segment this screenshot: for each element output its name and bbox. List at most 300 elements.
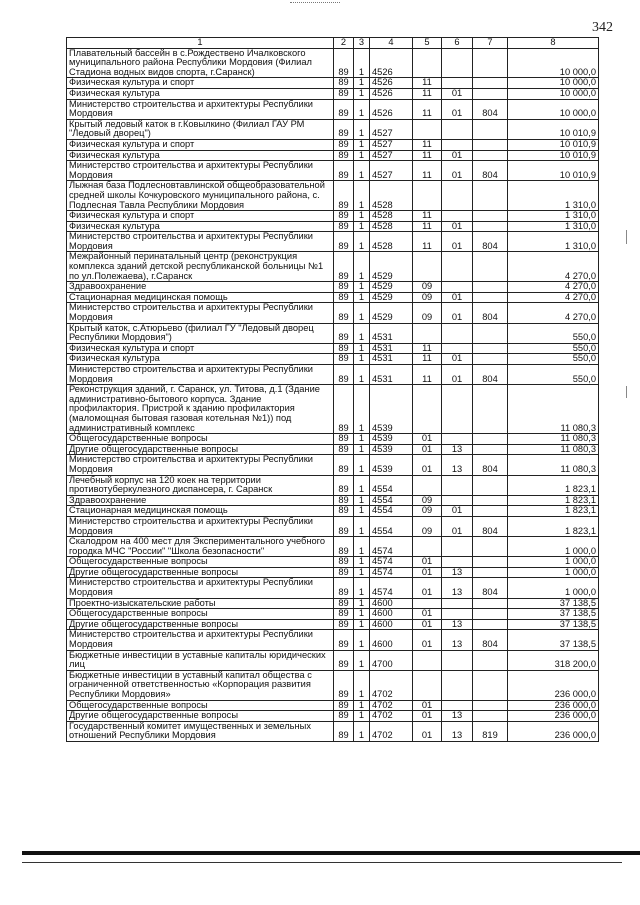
table-row [67, 557, 599, 568]
code-main-admin: 89 [334, 650, 354, 670]
code-subsection [442, 557, 473, 568]
code-subsection [442, 211, 473, 222]
row-amount: 1 823,1 [508, 516, 599, 536]
code-section: 01 [413, 630, 442, 650]
table-row [67, 119, 599, 139]
code-flag: 1 [354, 598, 370, 609]
code-main-admin: 89 [334, 598, 354, 609]
row-amount: 4 270,0 [508, 303, 599, 323]
code-flag: 1 [354, 252, 370, 282]
row-amount: 11 080,3 [508, 455, 599, 475]
code-expense-type [473, 475, 508, 495]
code-main-admin: 89 [334, 495, 354, 506]
code-section [413, 670, 442, 700]
code-subsection [442, 181, 473, 211]
code-section: 11 [413, 150, 442, 161]
table-row [67, 161, 599, 181]
code-subsection: 01 [442, 221, 473, 232]
column-header: 8 [508, 38, 599, 49]
code-flag: 1 [354, 516, 370, 536]
row-name: Другие общегосударственные вопросы [67, 567, 334, 578]
code-flag: 1 [354, 444, 370, 455]
row-amount: 37 138,5 [508, 598, 599, 609]
table-row [67, 78, 599, 89]
code-subsection [442, 78, 473, 89]
code-expense-type: 804 [473, 303, 508, 323]
row-name: Общегосударственные вопросы [67, 700, 334, 711]
code-flag: 1 [354, 619, 370, 630]
column-header: 3 [354, 38, 370, 49]
row-amount: 37 138,5 [508, 630, 599, 650]
code-section: 11 [413, 221, 442, 232]
code-flag: 1 [354, 232, 370, 252]
code-section: 09 [413, 303, 442, 323]
code-section [413, 181, 442, 211]
code-expense-type [473, 354, 508, 365]
code-target: 4539 [370, 385, 413, 434]
code-main-admin: 89 [334, 78, 354, 89]
code-section [413, 650, 442, 670]
row-name: Здравоохранение [67, 282, 334, 293]
code-subsection: 01 [442, 161, 473, 181]
table-row [67, 88, 599, 99]
table-row [67, 434, 599, 445]
row-name: Здравоохранение [67, 495, 334, 506]
code-flag: 1 [354, 282, 370, 293]
code-flag: 1 [354, 630, 370, 650]
code-main-admin: 89 [334, 506, 354, 517]
table-row [67, 475, 599, 495]
code-section: 09 [413, 282, 442, 293]
code-target: 4531 [370, 323, 413, 343]
row-name: Крытый каток, с.Атюрьево (филиал ГУ "Ледовый дворец Республики Мордовия") [67, 323, 334, 343]
code-target: 4554 [370, 516, 413, 536]
code-target: 4527 [370, 139, 413, 150]
row-amount: 550,0 [508, 343, 599, 354]
code-expense-type: 804 [473, 365, 508, 385]
code-section: 01 [413, 619, 442, 630]
code-expense-type [473, 139, 508, 150]
code-section: 11 [413, 365, 442, 385]
row-amount: 10 000,0 [508, 88, 599, 99]
code-target: 4526 [370, 78, 413, 89]
code-expense-type: 804 [473, 232, 508, 252]
row-amount: 11 080,3 [508, 385, 599, 434]
code-section: 01 [413, 444, 442, 455]
code-expense-type [473, 211, 508, 222]
code-section [413, 475, 442, 495]
code-main-admin: 89 [334, 630, 354, 650]
row-amount: 11 080,3 [508, 444, 599, 455]
code-subsection: 13 [442, 455, 473, 475]
code-section: 09 [413, 495, 442, 506]
code-flag: 1 [354, 650, 370, 670]
code-section: 11 [413, 232, 442, 252]
row-name: Министерство строительства и архитектуры Республики Мордовия [67, 303, 334, 323]
code-main-admin: 89 [334, 343, 354, 354]
table-row [67, 444, 599, 455]
table-row [67, 650, 599, 670]
column-header: 2 [334, 38, 354, 49]
row-name: Другие общегосударственные вопросы [67, 444, 334, 455]
code-main-admin: 89 [334, 609, 354, 620]
code-target: 4527 [370, 119, 413, 139]
code-section: 01 [413, 721, 442, 741]
table-row [67, 323, 599, 343]
code-subsection [442, 48, 473, 78]
code-expense-type: 804 [473, 578, 508, 598]
code-main-admin: 89 [334, 365, 354, 385]
code-flag: 1 [354, 537, 370, 557]
code-target: 4529 [370, 252, 413, 282]
row-amount: 236 000,0 [508, 670, 599, 700]
row-amount: 1 310,0 [508, 211, 599, 222]
table-row [67, 670, 599, 700]
code-section: 09 [413, 516, 442, 536]
code-section: 01 [413, 434, 442, 445]
code-flag: 1 [354, 323, 370, 343]
code-section: 01 [413, 700, 442, 711]
code-flag: 1 [354, 78, 370, 89]
code-flag: 1 [354, 385, 370, 434]
code-expense-type [473, 567, 508, 578]
code-expense-type [473, 495, 508, 506]
table-row [67, 598, 599, 609]
code-expense-type [473, 181, 508, 211]
code-subsection [442, 119, 473, 139]
code-target: 4554 [370, 506, 413, 517]
code-section: 11 [413, 343, 442, 354]
code-flag: 1 [354, 48, 370, 78]
row-amount: 1 000,0 [508, 557, 599, 568]
code-section: 01 [413, 557, 442, 568]
code-main-admin: 89 [334, 354, 354, 365]
code-flag: 1 [354, 365, 370, 385]
code-subsection: 13 [442, 567, 473, 578]
code-expense-type [473, 150, 508, 161]
code-expense-type [473, 711, 508, 722]
code-subsection [442, 252, 473, 282]
code-flag: 1 [354, 150, 370, 161]
column-header: 6 [442, 38, 473, 49]
code-section: 11 [413, 354, 442, 365]
code-subsection [442, 343, 473, 354]
code-target: 4702 [370, 670, 413, 700]
code-main-admin: 89 [334, 282, 354, 293]
code-flag: 1 [354, 455, 370, 475]
row-name: Физическая культура и спорт [67, 343, 334, 354]
row-amount: 4 270,0 [508, 282, 599, 293]
code-main-admin: 89 [334, 700, 354, 711]
code-expense-type: 804 [473, 516, 508, 536]
row-amount: 236 000,0 [508, 700, 599, 711]
code-section: 01 [413, 711, 442, 722]
code-main-admin: 89 [334, 99, 354, 119]
row-name: Стационарная медицинская помощь [67, 292, 334, 303]
code-target: 4700 [370, 650, 413, 670]
code-target: 4529 [370, 303, 413, 323]
code-main-admin: 89 [334, 619, 354, 630]
code-expense-type [473, 252, 508, 282]
code-main-admin: 89 [334, 48, 354, 78]
row-amount: 318 200,0 [508, 650, 599, 670]
row-amount: 4 270,0 [508, 292, 599, 303]
table-row [67, 455, 599, 475]
table-row [67, 99, 599, 119]
code-subsection: 13 [442, 721, 473, 741]
table-row [67, 516, 599, 536]
code-expense-type [473, 537, 508, 557]
code-target: 4526 [370, 88, 413, 99]
code-subsection: 01 [442, 292, 473, 303]
code-expense-type [473, 670, 508, 700]
code-expense-type: 804 [473, 630, 508, 650]
code-flag: 1 [354, 475, 370, 495]
code-flag: 1 [354, 506, 370, 517]
code-flag: 1 [354, 119, 370, 139]
code-target: 4539 [370, 455, 413, 475]
code-main-admin: 89 [334, 516, 354, 536]
code-subsection [442, 323, 473, 343]
code-subsection [442, 670, 473, 700]
code-subsection: 13 [442, 578, 473, 598]
code-target: 4526 [370, 99, 413, 119]
code-main-admin: 89 [334, 88, 354, 99]
table-row [67, 567, 599, 578]
row-amount: 10 000,0 [508, 48, 599, 78]
column-header: 7 [473, 38, 508, 49]
code-target: 4528 [370, 232, 413, 252]
row-amount: 1 310,0 [508, 221, 599, 232]
code-target: 4574 [370, 578, 413, 598]
code-expense-type [473, 78, 508, 89]
code-main-admin: 89 [334, 161, 354, 181]
row-name: Физическая культура и спорт [67, 139, 334, 150]
code-main-admin: 89 [334, 139, 354, 150]
scan-top-mark [290, 2, 340, 6]
code-flag: 1 [354, 609, 370, 620]
code-subsection: 01 [442, 354, 473, 365]
row-amount: 1 310,0 [508, 232, 599, 252]
code-main-admin: 89 [334, 150, 354, 161]
code-expense-type [473, 444, 508, 455]
code-expense-type [473, 343, 508, 354]
code-target: 4539 [370, 434, 413, 445]
code-target: 4531 [370, 354, 413, 365]
table-row [67, 619, 599, 630]
code-target: 4702 [370, 721, 413, 741]
table-row [67, 578, 599, 598]
code-target: 4528 [370, 221, 413, 232]
code-flag: 1 [354, 211, 370, 222]
table-row [67, 139, 599, 150]
code-target: 4554 [370, 475, 413, 495]
code-subsection: 01 [442, 303, 473, 323]
code-target: 4554 [370, 495, 413, 506]
code-subsection [442, 434, 473, 445]
table-row [67, 537, 599, 557]
code-target: 4528 [370, 181, 413, 211]
row-amount: 1 823,1 [508, 506, 599, 517]
code-expense-type [473, 292, 508, 303]
row-amount: 10 000,0 [508, 99, 599, 119]
code-section: 11 [413, 99, 442, 119]
table-row [67, 609, 599, 620]
table-row [67, 303, 599, 323]
code-subsection [442, 495, 473, 506]
row-name: Проектно-изыскательские работы [67, 598, 334, 609]
code-expense-type [473, 323, 508, 343]
code-main-admin: 89 [334, 434, 354, 445]
row-name: Скалодром на 400 мест для Экспериментального учебного городка МЧС "России" "Школа безопасности" [67, 537, 334, 557]
row-name: Лечебный корпус на 120 коек на территории противотуберкулезного диспансера, г. Саранск [67, 475, 334, 495]
code-expense-type [473, 506, 508, 517]
table-row [67, 48, 599, 78]
code-main-admin: 89 [334, 444, 354, 455]
code-subsection: 13 [442, 619, 473, 630]
code-flag: 1 [354, 292, 370, 303]
table-row [67, 700, 599, 711]
code-main-admin: 89 [334, 385, 354, 434]
code-flag: 1 [354, 578, 370, 598]
row-name: Физическая культура [67, 354, 334, 365]
row-name: Межрайонный перинатальный центр (реконструкция комплекса зданий детской республиканской больницы №1 по ул.Полежаева), г.Саранск [67, 252, 334, 282]
code-target: 4526 [370, 48, 413, 78]
code-subsection [442, 282, 473, 293]
code-subsection: 01 [442, 516, 473, 536]
code-flag: 1 [354, 161, 370, 181]
row-name: Министерство строительства и архитектуры Республики Мордовия [67, 455, 334, 475]
code-subsection [442, 475, 473, 495]
code-section [413, 323, 442, 343]
code-section: 11 [413, 78, 442, 89]
row-name: Общегосударственные вопросы [67, 434, 334, 445]
code-target: 4574 [370, 557, 413, 568]
code-section [413, 252, 442, 282]
code-flag: 1 [354, 711, 370, 722]
column-header: 1 [67, 38, 334, 49]
code-target: 4600 [370, 630, 413, 650]
code-expense-type: 819 [473, 721, 508, 741]
row-amount: 550,0 [508, 365, 599, 385]
code-target: 4531 [370, 365, 413, 385]
code-expense-type [473, 385, 508, 434]
table-row [67, 150, 599, 161]
code-expense-type [473, 557, 508, 568]
table-row [67, 221, 599, 232]
code-section: 11 [413, 139, 442, 150]
code-target: 4528 [370, 211, 413, 222]
code-subsection: 01 [442, 88, 473, 99]
table-row [67, 495, 599, 506]
code-main-admin: 89 [334, 303, 354, 323]
table-row [67, 711, 599, 722]
code-flag: 1 [354, 557, 370, 568]
row-name: Физическая культура [67, 88, 334, 99]
row-name: Министерство строительства и архитектуры Республики Мордовия [67, 365, 334, 385]
code-section: 11 [413, 211, 442, 222]
table-row [67, 211, 599, 222]
row-name: Лыжная база Подлесновтавлинской общеобразовательной средней школы Кочкуровского муниципального района, с. Подлесная Тавла Республики Мордовия [67, 181, 334, 211]
code-section: 11 [413, 88, 442, 99]
code-subsection [442, 650, 473, 670]
row-amount: 236 000,0 [508, 721, 599, 741]
row-name: Министерство строительства и архитектуры Республики Мордовия [67, 578, 334, 598]
code-expense-type [473, 119, 508, 139]
row-amount: 1 823,1 [508, 495, 599, 506]
code-section [413, 598, 442, 609]
code-main-admin: 89 [334, 537, 354, 557]
code-expense-type [473, 221, 508, 232]
code-expense-type: 804 [473, 161, 508, 181]
code-expense-type [473, 434, 508, 445]
code-expense-type: 804 [473, 99, 508, 119]
code-subsection [442, 537, 473, 557]
code-main-admin: 89 [334, 232, 354, 252]
row-name: Плавательный бассейн в с.Рождествено Ичалковского муниципального района Республики Мордовия (Филиал Стадиона водных видов спорта, г.Саранск) [67, 48, 334, 78]
code-section [413, 119, 442, 139]
code-main-admin: 89 [334, 181, 354, 211]
code-target: 4600 [370, 598, 413, 609]
code-subsection: 01 [442, 99, 473, 119]
code-expense-type [473, 598, 508, 609]
code-flag: 1 [354, 181, 370, 211]
code-flag: 1 [354, 343, 370, 354]
code-subsection [442, 598, 473, 609]
scan-edge-mark [626, 386, 627, 398]
row-amount: 236 000,0 [508, 711, 599, 722]
code-subsection: 13 [442, 711, 473, 722]
code-section: 01 [413, 567, 442, 578]
code-main-admin: 89 [334, 455, 354, 475]
page-bottom-rule [22, 851, 640, 855]
row-amount: 550,0 [508, 354, 599, 365]
table-row [67, 721, 599, 741]
table-row [67, 385, 599, 434]
table-row [67, 252, 599, 282]
row-name: Другие общегосударственные вопросы [67, 711, 334, 722]
code-expense-type [473, 700, 508, 711]
code-expense-type [473, 88, 508, 99]
table-row [67, 282, 599, 293]
code-main-admin: 89 [334, 711, 354, 722]
code-target: 4527 [370, 161, 413, 181]
code-main-admin: 89 [334, 670, 354, 700]
code-flag: 1 [354, 88, 370, 99]
code-subsection [442, 700, 473, 711]
code-expense-type [473, 650, 508, 670]
code-subsection: 01 [442, 150, 473, 161]
code-main-admin: 89 [334, 557, 354, 568]
table-row [67, 506, 599, 517]
code-section [413, 537, 442, 557]
row-amount: 1 823,1 [508, 475, 599, 495]
table-body [67, 48, 599, 741]
code-main-admin: 89 [334, 475, 354, 495]
column-header: 5 [413, 38, 442, 49]
code-flag: 1 [354, 567, 370, 578]
code-target: 4574 [370, 567, 413, 578]
page-bottom-thin-rule [22, 862, 622, 863]
code-target: 4531 [370, 343, 413, 354]
row-name: Физическая культура [67, 150, 334, 161]
table-row [67, 292, 599, 303]
row-name: Министерство строительства и архитектуры Республики Мордовия [67, 630, 334, 650]
row-amount: 10 010,9 [508, 139, 599, 150]
code-section: 11 [413, 161, 442, 181]
code-flag: 1 [354, 495, 370, 506]
code-expense-type [473, 609, 508, 620]
